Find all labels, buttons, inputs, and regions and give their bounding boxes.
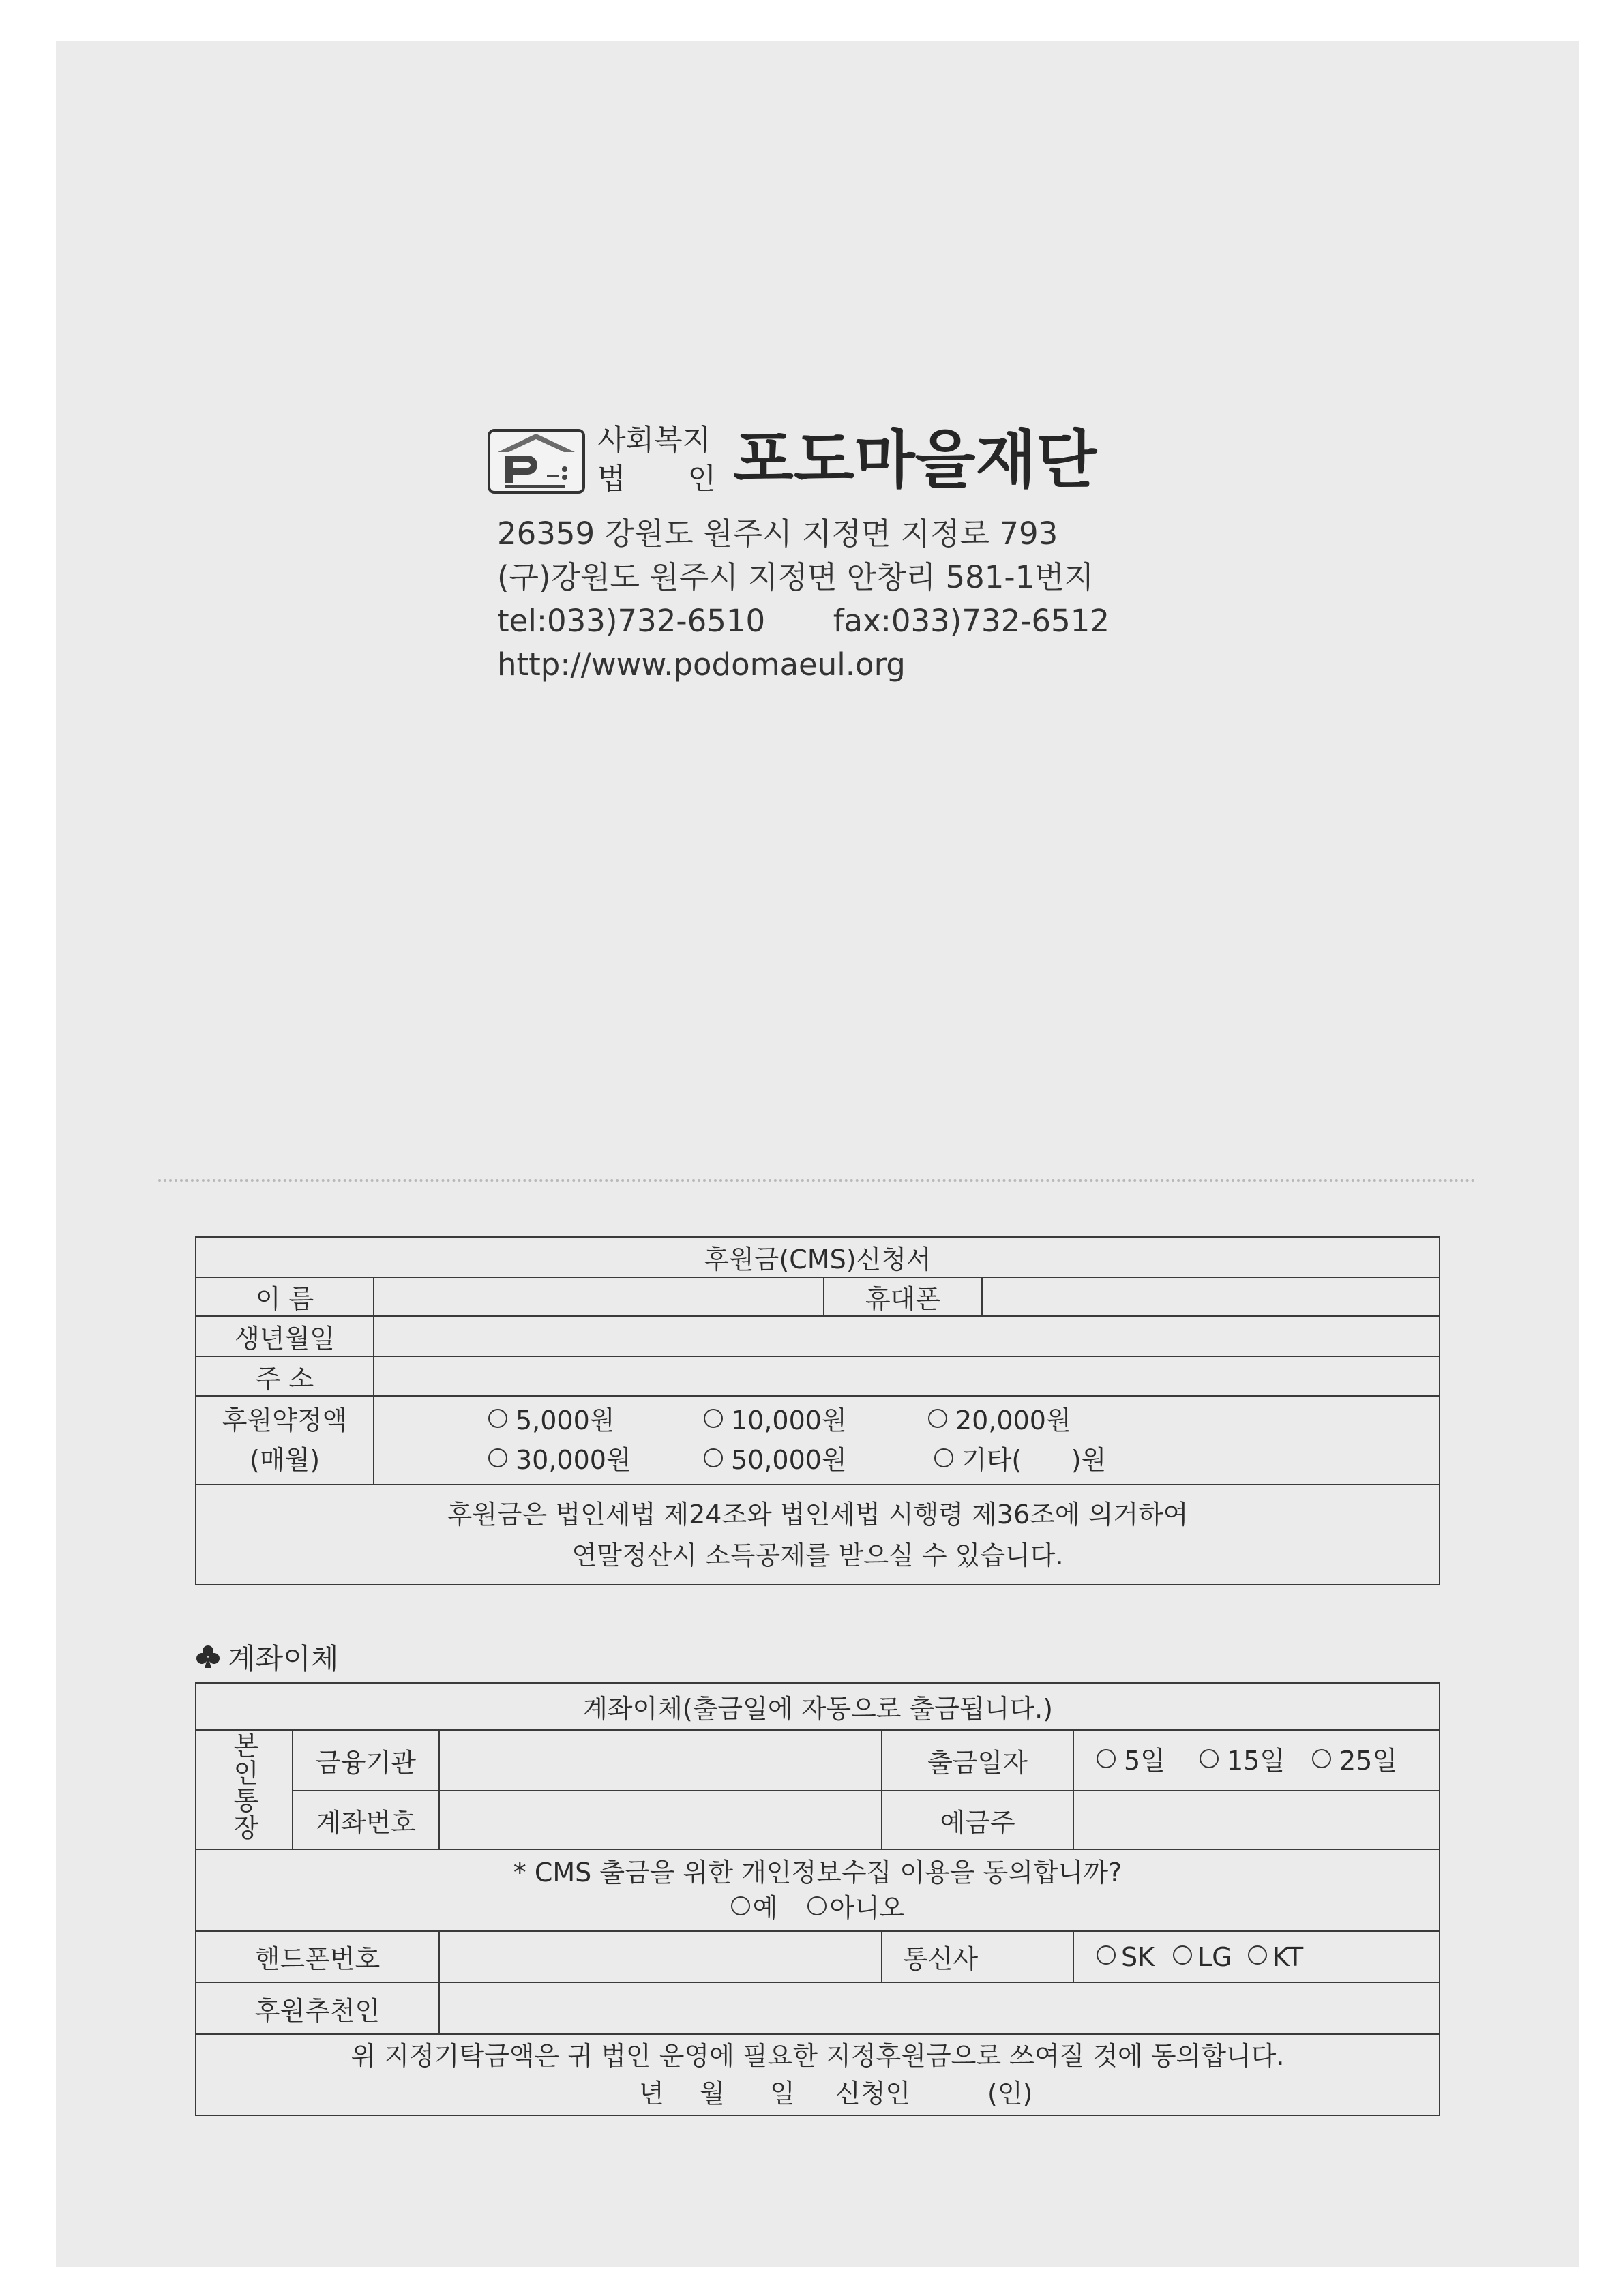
radio-circle[interactable] [488, 1409, 507, 1428]
carrier-option-sk[interactable] [1097, 1941, 1173, 1973]
cms-application-form [195, 1236, 1440, 1585]
withdraw-day-options [1074, 1744, 1439, 1777]
withdraw-day-options-cell [1073, 1730, 1440, 1791]
referrer-field[interactable] [439, 1982, 1440, 2034]
consent-option-label: 아니오 [829, 1893, 905, 1923]
signature-year-label: 년 [639, 2078, 664, 2108]
pledge-label-cell [196, 1396, 374, 1485]
transfer-form-title: 계좌이체(출금일에 자동으로 출금됩니다.) [196, 1683, 1440, 1730]
withdraw-day-option-label: 5일 [1124, 1745, 1165, 1776]
pledge-period: (매월) [249, 1445, 321, 1475]
pledge-option-label: 30,000원 [516, 1445, 631, 1475]
withdraw-day-option-label: 15일 [1227, 1745, 1285, 1776]
withdraw-day-option-15[interactable] [1200, 1744, 1312, 1777]
cms-form-title: 후원금(CMS)신청서 [196, 1237, 1440, 1277]
carrier-options [1074, 1941, 1439, 1973]
withdraw-day-option-label: 25일 [1339, 1745, 1398, 1776]
birthdate-field[interactable] [374, 1316, 1440, 1356]
pledge-option-label: 50,000원 [731, 1445, 847, 1475]
pledge-option-label: 기타( )원 [962, 1445, 1107, 1475]
withdraw-day-label: 출금일자 [882, 1730, 1073, 1791]
address-block [497, 512, 1110, 687]
carrier-option-lg[interactable] [1173, 1941, 1248, 1973]
birthdate-label: 생년월일 [196, 1316, 374, 1356]
consent-question: * CMS 출금을 위한 개인정보수집 이용을 동의합니까? [513, 1858, 1122, 1888]
name-label: 이 름 [196, 1277, 374, 1316]
website-link[interactable]: http://www.podomaeul.org [497, 646, 906, 683]
account-holder-label: 예금주 [882, 1791, 1073, 1849]
old-address: (구)강원도 원주시 지정면 안창리 581-1번지 [497, 559, 1095, 595]
referrer-label: 후원추천인 [196, 1982, 439, 2034]
radio-circle[interactable] [1097, 1749, 1116, 1768]
phone-field[interactable] [439, 1931, 882, 1982]
club-icon [195, 1644, 221, 1670]
bank-field[interactable] [439, 1730, 882, 1791]
account-number-label: 계좌번호 [293, 1791, 439, 1849]
corporation-type [597, 421, 716, 499]
radio-circle[interactable] [934, 1448, 953, 1467]
radio-circle[interactable] [488, 1448, 507, 1467]
radio-circle[interactable] [1200, 1749, 1219, 1768]
signature-applicant-label: 신청인 [835, 2078, 911, 2108]
signature-line [196, 2075, 1439, 2113]
pledge-option-30000[interactable] [488, 1444, 704, 1476]
withdraw-day-option-25[interactable] [1312, 1744, 1439, 1777]
foundation-logo-icon [487, 428, 586, 494]
signature-day-label: 일 [770, 2078, 795, 2108]
telephone: tel:033)732-6510 [497, 603, 766, 639]
mobile-label: 휴대폰 [824, 1277, 982, 1316]
radio-circle[interactable] [928, 1409, 947, 1428]
pledge-option-label: 5,000원 [516, 1405, 615, 1435]
carrier-options-cell [1073, 1931, 1440, 1982]
radio-circle[interactable] [1173, 1945, 1192, 1965]
pledge-option-label: 20,000원 [955, 1405, 1071, 1435]
consent-option-no[interactable] [807, 1890, 904, 1926]
own-account-cell [196, 1730, 293, 1849]
carrier-option-label: SK [1121, 1941, 1155, 1972]
radio-circle[interactable] [1248, 1945, 1267, 1965]
corporation-type-line2: 법 인 [597, 462, 716, 496]
radio-circle[interactable] [1097, 1945, 1116, 1965]
tax-notice-line2: 연말정산시 소득공제를 받으실 수 있습니다. [571, 1540, 1064, 1570]
pledge-option-other[interactable] [928, 1444, 1439, 1476]
account-holder-field[interactable] [1073, 1791, 1440, 1849]
address-field[interactable] [374, 1356, 1440, 1396]
bank-label: 금융기관 [293, 1730, 439, 1791]
corporation-type-line1: 사회복지 [597, 423, 711, 458]
consent-option-yes[interactable] [731, 1890, 778, 1926]
fax: fax:033)732-6512 [833, 603, 1110, 639]
name-field[interactable] [374, 1277, 824, 1316]
radio-circle[interactable] [731, 1896, 750, 1915]
withdraw-day-option-5[interactable] [1097, 1744, 1200, 1777]
account-number-field[interactable] [439, 1791, 882, 1849]
radio-circle[interactable] [1312, 1749, 1331, 1768]
pledge-label: 후원약정액 [222, 1405, 348, 1435]
radio-circle[interactable] [704, 1448, 723, 1467]
carrier-option-label: LG [1197, 1941, 1232, 1972]
road-address: 26359 강원도 원주시 지정면 지정로 793 [497, 516, 1058, 552]
contact-row [497, 599, 1110, 643]
address-label: 주 소 [196, 1356, 374, 1396]
pledge-options [374, 1404, 1439, 1476]
radio-circle[interactable] [807, 1896, 827, 1915]
tax-notice-line1: 후원금은 법인세법 제24조와 법인세법 시행령 제36조에 의거하여 [447, 1499, 1189, 1530]
pledge-option-5000[interactable] [488, 1404, 704, 1437]
consent-option-label: 예 [752, 1893, 778, 1923]
pledge-option-20000[interactable] [928, 1404, 1439, 1437]
cut-line [158, 1179, 1476, 1182]
signature-seal-label: (인) [987, 2078, 1033, 2108]
agreement-cell [196, 2034, 1440, 2115]
consent-options [196, 1890, 1439, 1926]
phone-label: 핸드폰번호 [196, 1931, 439, 1982]
carrier-option-label: KT [1272, 1941, 1304, 1972]
section-title-label: 계좌이체 [228, 1642, 339, 1675]
tax-notice-cell [196, 1485, 1440, 1585]
pledge-options-cell [374, 1396, 1440, 1485]
organization-name: 포도마을재단 [733, 423, 1097, 496]
consent-cell [196, 1849, 1440, 1931]
pledge-option-10000[interactable] [704, 1404, 928, 1437]
signature-month-label: 월 [700, 2078, 725, 2108]
bank-transfer-form [195, 1682, 1440, 2116]
section-title-transfer [195, 1639, 338, 1675]
agreement-text: 위 지정기탁금액은 귀 법인 운영에 필요한 지정후원금으로 쓰여질 것에 동의합니다. [351, 2040, 1285, 2071]
carrier-option-kt[interactable] [1248, 1941, 1439, 1973]
own-account-label: 본인통장 [228, 1732, 259, 1841]
radio-circle[interactable] [704, 1409, 723, 1428]
pledge-option-50000[interactable] [704, 1444, 928, 1476]
pledge-option-label: 10,000원 [731, 1405, 847, 1435]
carrier-label: 통신사 [882, 1931, 1073, 1982]
mobile-field[interactable] [982, 1277, 1440, 1316]
